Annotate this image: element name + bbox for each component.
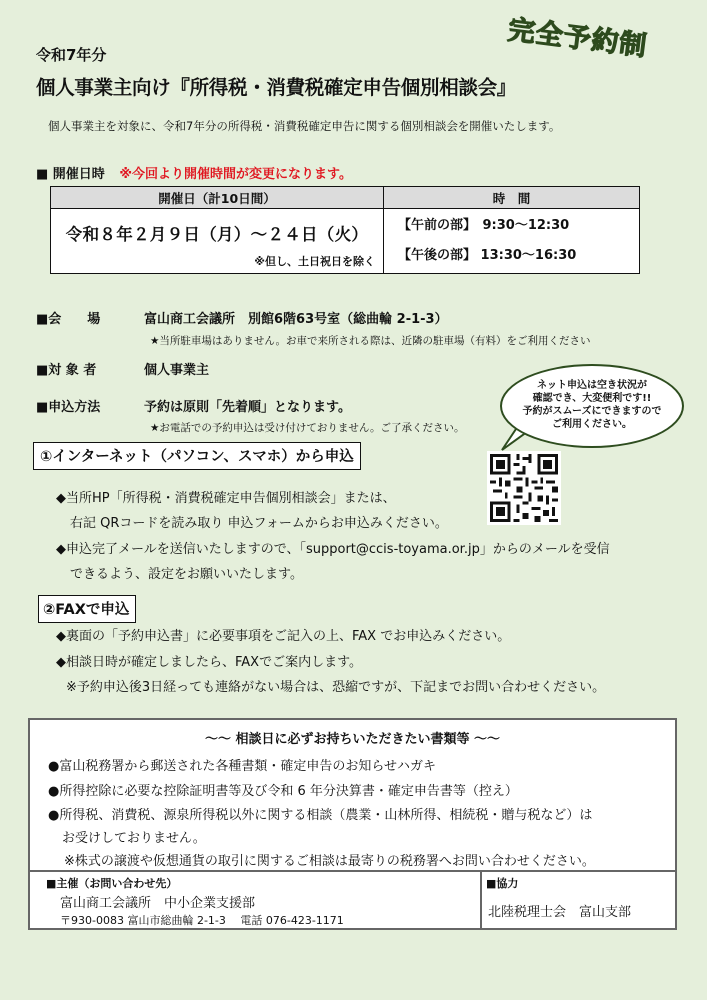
apply-label: ■申込方法 xyxy=(36,400,101,415)
qr-code-icon[interactable] xyxy=(487,451,561,525)
bubble-line: ネット申込は空き状況が xyxy=(537,380,647,391)
times-cell xyxy=(384,209,640,274)
schedule-label: ■ 開催日時 xyxy=(36,167,105,182)
internet-step-1: ◆当所HP「所得税・消費税確定申告個別相談会」または、 xyxy=(56,491,396,506)
organizer-heading: ■主催（お問い合わせ先） xyxy=(46,877,178,890)
apply-value: 予約は原則「先着順」となります。 xyxy=(144,400,351,415)
internet-step-2-cont: できるよう、設定をお願いいたします。 xyxy=(70,567,303,582)
intro-text: 個人事業主を対象に、令和7年分の所得税・消費税確定申告に関する個別相談会を開催いたします。 xyxy=(48,119,561,133)
dates-column-header: 開催日（計10日間） xyxy=(51,187,384,209)
venue-value: 富山商工会議所 別館6階63号室（総曲輪 2-1-3） xyxy=(144,312,448,327)
page-title: 個人事業主向け『所得税・消費税確定申告個別相談会』 xyxy=(36,76,517,99)
schedule-table xyxy=(50,186,640,274)
fax-application-heading: ②FAXで申込 xyxy=(38,595,136,623)
internet-application-heading: ①インターネット（パソコン、スマホ）から申込 xyxy=(33,442,361,470)
documents-title: ～～ 相談日に必ずお持ちいただきたい書類等 ～～ xyxy=(204,732,501,747)
time-column-header: 時 間 xyxy=(384,187,640,209)
apply-phone-note: ★お電話での予約申込は受け付けておりません。ご了承ください。 xyxy=(150,422,465,434)
organizer-name: 富山商工会議所 中小企業支援部 xyxy=(60,896,256,911)
reservation-only-stamp: 完全予約制 xyxy=(506,14,650,63)
organizer-contact xyxy=(30,870,482,930)
event-dates: 令和８年２月９日（月）～２４日（火） xyxy=(65,225,369,244)
cooperation-org: 北陸税理士会 富山支部 xyxy=(488,905,632,920)
venue-label: ■会 場 xyxy=(36,312,101,327)
bubble-line: 確認でき、大変便利です!! xyxy=(532,393,652,404)
document-item: ●所得税、消費税、源泉所得税以外に関する相談（農業・山林所得、相続税・贈与税など）は xyxy=(48,808,593,823)
morning-session: 【午前の部】 9:30～12:30 xyxy=(398,218,570,233)
target-label: ■対 象 者 xyxy=(36,363,97,378)
cooperation xyxy=(482,870,675,930)
internet-step-1-cont: 右記 QRコードを読み取り 申込フォームからお申込みください。 xyxy=(70,516,448,531)
venue-parking-note: ★当所駐車場はありません。お車で来所される際は、近隣の駐車場（有料）をご利用ください xyxy=(150,335,591,347)
organizer-address-phone: 〒930-0083 富山市総曲輪 2-1-3 電話 076-423-1171 xyxy=(60,914,344,927)
schedule-section-heading xyxy=(36,163,352,182)
internet-step-2: ◆申込完了メールを送信いたしますので、「support@ccis-toyama.or.jp」からのメールを受信 xyxy=(56,542,610,557)
fax-followup-note: ※予約申込後3日経っても連絡がない場合は、恐縮ですが、下記までお問い合わせください。 xyxy=(66,680,606,695)
schedule-change-notice: ※今回より開催時間が変更になります。 xyxy=(119,167,352,182)
fax-step-1: ◆裏面の「予約申込書」に必要事項をご記入の上、FAX でお申込みください。 xyxy=(56,629,511,644)
online-recommendation-bubble xyxy=(500,364,684,448)
document-item: ●所得控除に必要な控除証明書等及び令和 6 年分決算書・確定申告書等（控え） xyxy=(48,784,518,799)
documents-note: ※株式の譲渡や仮想通貨の取引に関するご相談は最寄りの税務署へお問い合わせください。 xyxy=(64,854,595,869)
cooperation-heading: ■協力 xyxy=(486,877,519,890)
bubble-line: 予約がスムーズにできますので xyxy=(522,406,662,417)
event-year: 令和7年分 xyxy=(36,46,107,64)
bubble-line: ご利用ください。 xyxy=(552,419,632,430)
dates-cell xyxy=(51,209,384,274)
required-documents-box xyxy=(28,718,677,930)
document-item: ●富山税務署から郵送された各種書類・確定申告のお知らせハガキ xyxy=(48,759,436,774)
fax-step-2: ◆相談日時が確定しましたら、FAXでご案内します。 xyxy=(56,655,363,670)
document-item-cont: お受けしておりません。 xyxy=(62,831,206,846)
target-value: 個人事業主 xyxy=(144,363,210,378)
afternoon-session: 【午後の部】 13:30～16:30 xyxy=(398,248,577,263)
dates-exclusion-note: ※但し、土日祝日を除く xyxy=(254,255,375,268)
